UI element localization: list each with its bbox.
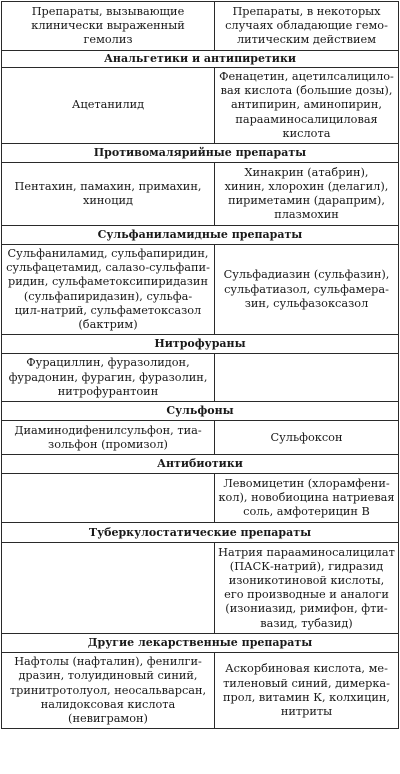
section-title: Анальгетики и антипиретики <box>2 51 399 68</box>
header-row <box>2 2 399 51</box>
section-row <box>2 523 399 543</box>
table-row <box>2 653 399 729</box>
header-col1: Препараты, вызывающие клинически выраженный гемолиз <box>2 2 215 51</box>
col1-cell: Пентахин, памахин, примахин, хиноцид <box>2 163 215 226</box>
col1-cell: Сульфаниламид, сульфапиридин, сульфацетамид, салазо-сульфапи- ридин, сульфаметоксипиридазин (сульфапиридазин), сульфа- цил-натрий, сульфаметоксазол (бактрим) <box>2 245 215 335</box>
table-row <box>2 474 399 523</box>
col1-cell <box>2 474 215 523</box>
col1-cell: Ацетанилид <box>2 68 215 144</box>
col1-cell: Фурациллин, фуразолидон, фурадонин, фурагин, фуразолин, нитрофурантоин <box>2 354 215 402</box>
col2-cell <box>215 354 399 402</box>
col2-cell: Сульфадиазин (сульфазин), сульфатиазол, сульфамера- зин, сульфазоксазол <box>215 245 399 335</box>
col2-cell: Левомицетин (хлорамфени- кол), новобиоцина натриевая соль, амфотерицин В <box>215 474 399 523</box>
section-title: Другие лекарственные препараты <box>2 634 399 653</box>
section-title: Антибиотики <box>2 455 399 474</box>
table-row <box>2 354 399 402</box>
col1-cell: Нафтолы (нафталин), фенилги- дразин, толуидиновый синий, тринитротолуол, неосальварсан, налидоксовая кислота (невиграмон) <box>2 653 215 729</box>
col1-cell <box>2 543 215 634</box>
section-title: Нитрофураны <box>2 335 399 354</box>
section-row <box>2 144 399 163</box>
section-row <box>2 335 399 354</box>
section-title: Сульфоны <box>2 402 399 421</box>
section-row <box>2 634 399 653</box>
section-row <box>2 455 399 474</box>
table-row <box>2 421 399 455</box>
section-title: Сульфаниламидные препараты <box>2 226 399 245</box>
col2-cell: Хинакрин (атабрин), хинин, хлорохин (делагил), пириметамин (дараприм), плазмохин <box>215 163 399 226</box>
section-title: Туберкулостатические препараты <box>2 523 399 543</box>
col2-cell: Сульфоксон <box>215 421 399 455</box>
section-title: Противомалярийные препараты <box>2 144 399 163</box>
table-row <box>2 68 399 144</box>
table-row <box>2 543 399 634</box>
section-row <box>2 402 399 421</box>
col2-cell: Аскорбиновая кислота, ме- тиленовый синий, димерка- прол, витамин К, колхицин, нитриты <box>215 653 399 729</box>
header-col2: Препараты, в некоторых случаях обладающие гемо- литическим действием <box>215 2 399 51</box>
col1-cell: Диаминодифенилсульфон, тиа- зольфон (промизол) <box>2 421 215 455</box>
table-row <box>2 245 399 335</box>
section-row <box>2 51 399 68</box>
section-row <box>2 226 399 245</box>
table-row <box>2 163 399 226</box>
drug-hemolysis-table <box>1 1 399 729</box>
col2-cell: Натрия парааминосалицилат (ПАСК-натрий), гидразид изоникотиновой кислоты, его производные и аналоги (изониазид, римифон, фти- вазид, тубазид) <box>215 543 399 634</box>
col2-cell: Фенацетин, ацетилсалицило- вая кислота (большие дозы), антипирин, аминопирин, парааминосалициловая кислота <box>215 68 399 144</box>
